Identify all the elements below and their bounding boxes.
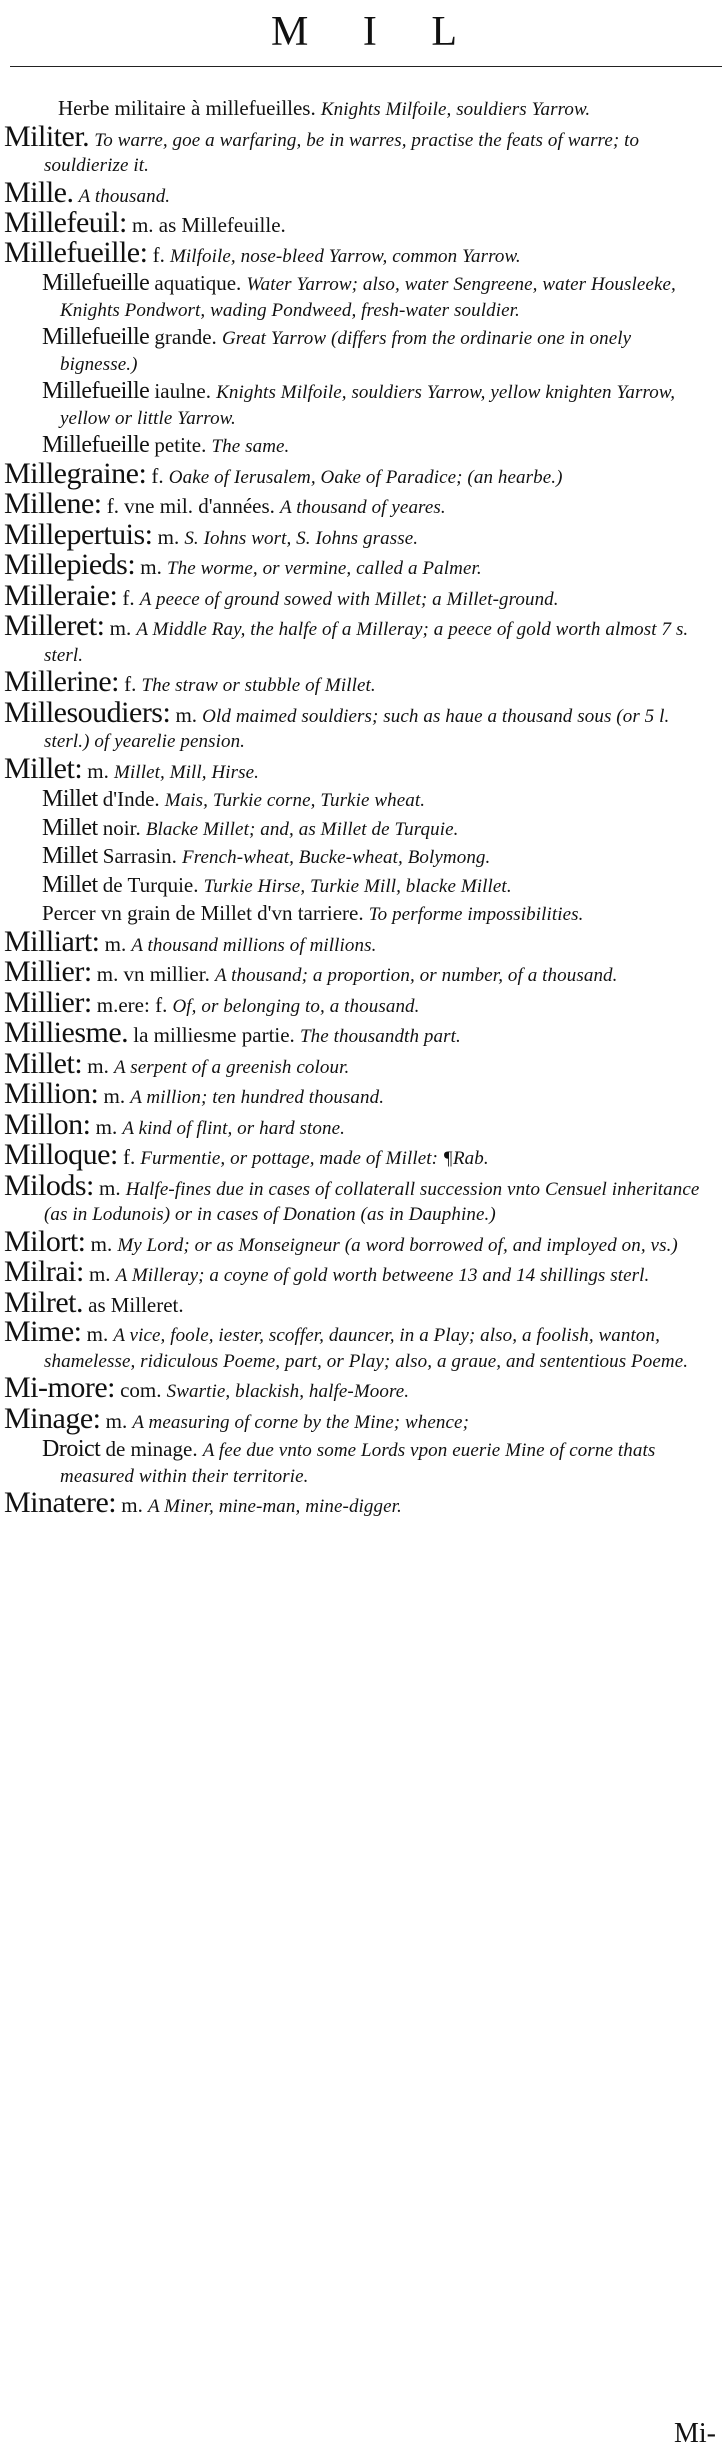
french-text: d'Inde. [102, 787, 160, 811]
english-gloss: Furmentie, or pottage, made of Millet: ¶Rab. [140, 1148, 489, 1169]
dictionary-entry [0, 1046, 712, 1081]
dictionary-entry [0, 1255, 712, 1289]
english-gloss: A thousand of yeares. [280, 497, 446, 518]
dictionary-entry [0, 548, 712, 582]
headword: Millet: [4, 751, 83, 785]
french-text: la milliesme partie. [133, 1023, 295, 1047]
english-gloss: To warre, goe a warfaring, be in warres, practise the feats of warre; to souldierize it. [44, 129, 640, 176]
grammar-note: f. [152, 242, 165, 267]
grammar-note: f. [124, 672, 137, 696]
english-gloss: A thousand. [78, 185, 171, 207]
grammar-note: m. [96, 962, 119, 986]
english-gloss: Knights Milfoile, souldiers Yarrow, yellow knighten Yarrow, yellow or little Yarrow. [60, 382, 676, 429]
headword: Millet [42, 871, 98, 898]
grammar-note: m. [105, 1408, 128, 1433]
english-gloss: Of, or belonging to, a thousand. [172, 995, 420, 1017]
headword: Millepertuis: [4, 517, 153, 551]
headword: Milort: [4, 1224, 86, 1258]
grammar-note: m. [87, 1053, 109, 1078]
dictionary-entry [0, 1224, 712, 1259]
grammar-note: m. [86, 1322, 109, 1346]
english-gloss: Old maimed souldiers; such as haue a thousand sous (or 5 l. sterl.) of yearelie pension. [44, 705, 670, 752]
english-gloss: Knights Milfoile, souldiers Yarrow. [320, 99, 591, 120]
headword: Mime: [4, 1315, 82, 1348]
sub-entry [0, 787, 712, 814]
english-gloss: Swartie, blackish, halfe-Moore. [166, 1381, 410, 1402]
english-gloss: A measuring of corne by the Mine; whence; [132, 1411, 470, 1433]
headword: Millegraine: [4, 456, 147, 490]
grammar-note: m. [109, 616, 132, 640]
french-text: Sarrasin. [102, 844, 177, 868]
french-text: Millefeuille. [181, 213, 286, 237]
headword: Millepieds: [4, 548, 136, 581]
english-gloss: Great Yarrow (differs from the ordinarie one in onely bignesse.) [60, 328, 632, 375]
english-gloss: Milfoile, nose-bleed Yarrow, common Yarrow. [169, 245, 521, 267]
headword: Milrai: [4, 1255, 84, 1288]
headword: Milods: [4, 1168, 94, 1202]
headword: Millefueille [42, 324, 150, 350]
dictionary-entry [0, 1371, 712, 1405]
english-gloss: The worme, or vermine, called a Palmer. [167, 558, 482, 579]
english-gloss: Millet, Mill, Hirse. [114, 761, 260, 783]
english-gloss: A Miner, mine-man, mine-digger. [147, 1496, 402, 1517]
headword: Millene: [4, 487, 102, 520]
grammar-note: f. [151, 463, 164, 488]
dictionary-entry [0, 1401, 712, 1436]
headword: Millefeuil: [4, 206, 127, 239]
sub-entry [0, 873, 712, 900]
english-gloss: A fee due vnto some Lords vpon euerie Mine of corne thats measured within their territorie. [60, 1440, 656, 1487]
headword: Millier: [4, 985, 92, 1019]
french-text: aquatique. [154, 271, 242, 295]
headword: Millefueille [42, 378, 150, 404]
dictionary-entry [0, 1138, 712, 1172]
english-gloss: The straw or stubble of Millet. [141, 675, 376, 696]
english-gloss: Turkie Hirse, Turkie Mill, blacke Millet. [203, 875, 512, 897]
dictionary-entry [0, 751, 712, 786]
french-text: iaulne. [154, 379, 211, 403]
grammar-note: com. [120, 1378, 162, 1402]
sub-entry [0, 271, 712, 323]
sub-entry [0, 1437, 712, 1489]
grammar-note: f. [106, 494, 120, 518]
english-gloss: A vice, foole, iester, scoffer, dauncer, in a Play; also, a foolish, wanton, shamelesse, ridiculous Poeme, part, or Play; also, a graue, and sententious Poeme. [44, 1325, 689, 1372]
grammar-note: m. as [131, 213, 177, 237]
dictionary-entry [0, 235, 712, 270]
english-gloss: A thousand; a proportion, or number, of a thousand. [214, 965, 618, 986]
grammar-note: m. [157, 524, 180, 549]
dictionary-entry [0, 924, 712, 959]
dictionary-entry [0, 1107, 712, 1142]
dictionary-entry [0, 175, 712, 210]
english-gloss: Water Yarrow; also, water Sengreene, water Housleeke, Knights Pondwort, wading Pondweed, fresh-water souldier. [60, 274, 676, 321]
headword: Millefueille: [4, 235, 148, 269]
french-text: grande. [154, 325, 217, 349]
english-gloss: Mais, Turkie corne, Turkie wheat. [164, 790, 426, 811]
dictionary-entry [0, 119, 712, 179]
headword: Millesoudiers: [4, 695, 171, 729]
english-gloss: French-wheat, Bucke-wheat, Bolymong. [182, 847, 491, 868]
english-gloss: A million; ten hundred thousand. [130, 1087, 385, 1108]
dictionary-entry [0, 1077, 712, 1111]
headword: Minage: [4, 1401, 101, 1435]
english-gloss: To performe impossibilities. [368, 904, 584, 925]
header-rule [10, 66, 722, 67]
headword: Millet [42, 843, 98, 869]
english-gloss: The same. [211, 436, 290, 457]
french-text: Percer vn grain de Millet d'vn tarriere. [42, 901, 364, 925]
grammar-note: m. [121, 1493, 143, 1517]
dictionary-entry [0, 517, 712, 552]
grammar-note: m. [98, 1175, 121, 1200]
dictionary-entry [0, 578, 712, 613]
french-text: de minage. [105, 1437, 198, 1461]
headword: Milret. [4, 1285, 83, 1319]
french-text: vn millier. [123, 962, 210, 986]
french-text: Milleret. [110, 1292, 184, 1317]
headword: Minatere: [4, 1486, 117, 1519]
dictionary-entry [0, 487, 712, 521]
english-gloss: My Lord; or as Monseigneur (a word borrowed of, and imployed on, vs.) [117, 1234, 678, 1256]
headword: Millon: [4, 1107, 91, 1141]
english-gloss: A peece of ground sowed with Millet; a Millet-ground. [139, 588, 559, 610]
headword: Milliesme. [4, 1016, 129, 1049]
dictionary-entry [0, 96, 712, 123]
headword: Milloque: [4, 1138, 118, 1171]
running-head: M I L [271, 9, 479, 55]
french-text: petite. [154, 433, 207, 457]
english-gloss: Oake of Ierusalem, Oake of Paradice; (an hearbe.) [168, 466, 563, 488]
english-gloss: The thousandth part. [299, 1026, 461, 1047]
french-text: noir. [102, 815, 141, 840]
grammar-note: m.ere: f. [96, 992, 168, 1017]
dictionary-entry [0, 1016, 712, 1050]
headword: Militer. [4, 119, 90, 153]
english-gloss: A Milleray; a coyne of gold worth betweene 13 and 14 shillings sterl. [115, 1265, 650, 1286]
dictionary-entry [0, 1486, 712, 1520]
grammar-note: m. [104, 931, 127, 956]
grammar-note: as [88, 1292, 106, 1317]
dictionary-entry [0, 206, 712, 239]
english-gloss: A Middle Ray, the halfe of a Milleray; a peece of gold worth almost 7 s. sterl. [44, 619, 689, 666]
headword: Millet: [4, 1046, 83, 1080]
headword: Mi-more: [4, 1371, 115, 1404]
grammar-note: m. [90, 1231, 113, 1256]
sub-entry [0, 325, 712, 377]
grammar-note: m. [87, 758, 109, 783]
headword: Million: [4, 1077, 99, 1110]
grammar-note: m. [140, 555, 162, 579]
headword: Milleraie: [4, 578, 118, 612]
grammar-note: m. [175, 702, 198, 727]
english-gloss: Blacke Millet; and, as Millet de Turquie. [145, 818, 459, 840]
dictionary-entry [0, 695, 712, 755]
sub-entry [0, 844, 712, 871]
grammar-note: m. [88, 1262, 111, 1286]
dictionary-entry [0, 1285, 712, 1319]
grammar-note: f. [122, 585, 135, 610]
grammar-note: m. [95, 1114, 118, 1139]
headword: Millefueille [42, 270, 150, 296]
dictionary-entry [0, 1315, 712, 1374]
sub-entry [0, 379, 712, 431]
headword: Millier: [4, 955, 92, 988]
catchword: Mi- [674, 2418, 716, 2449]
grammar-note: f. [122, 1145, 136, 1169]
dictionary-entries [0, 96, 728, 1522]
english-gloss: A serpent of a greenish colour. [114, 1056, 350, 1078]
grammar-note: m. [103, 1084, 126, 1108]
headword: Millerine: [4, 665, 119, 698]
dictionary-entry [0, 955, 712, 989]
dictionary-entry [0, 1168, 712, 1228]
dictionary-entry [0, 456, 712, 491]
english-gloss: Halfe-fines due in cases of collaterall succession vnto Censuel inheritance (as in Lodunois) or in cases of Donation (as in Dauphine.) [44, 1178, 700, 1225]
sub-entry [0, 816, 712, 843]
french-text: de Turquie. [102, 872, 199, 897]
dictionary-entry [0, 609, 712, 668]
headword: Millet [42, 814, 98, 841]
english-gloss: A kind of flint, or hard stone. [122, 1117, 346, 1139]
english-gloss: S. Iohns wort, S. Iohns grasse. [184, 527, 419, 549]
headword: Millet [42, 786, 98, 812]
headword: Droict [42, 1436, 101, 1462]
headword: Milleret: [4, 609, 105, 642]
sub-entry [0, 901, 712, 928]
english-gloss: A thousand millions of millions. [131, 934, 377, 956]
headword: Millefueille [42, 432, 150, 458]
dictionary-entry [0, 665, 712, 699]
headword: Milliart: [4, 924, 100, 958]
dictionary-entry [0, 985, 712, 1020]
headword: Mille. [4, 175, 74, 209]
french-text: vne mil. d'années. [124, 494, 275, 518]
french-text: Herbe militaire à millefueilles. [58, 96, 316, 120]
